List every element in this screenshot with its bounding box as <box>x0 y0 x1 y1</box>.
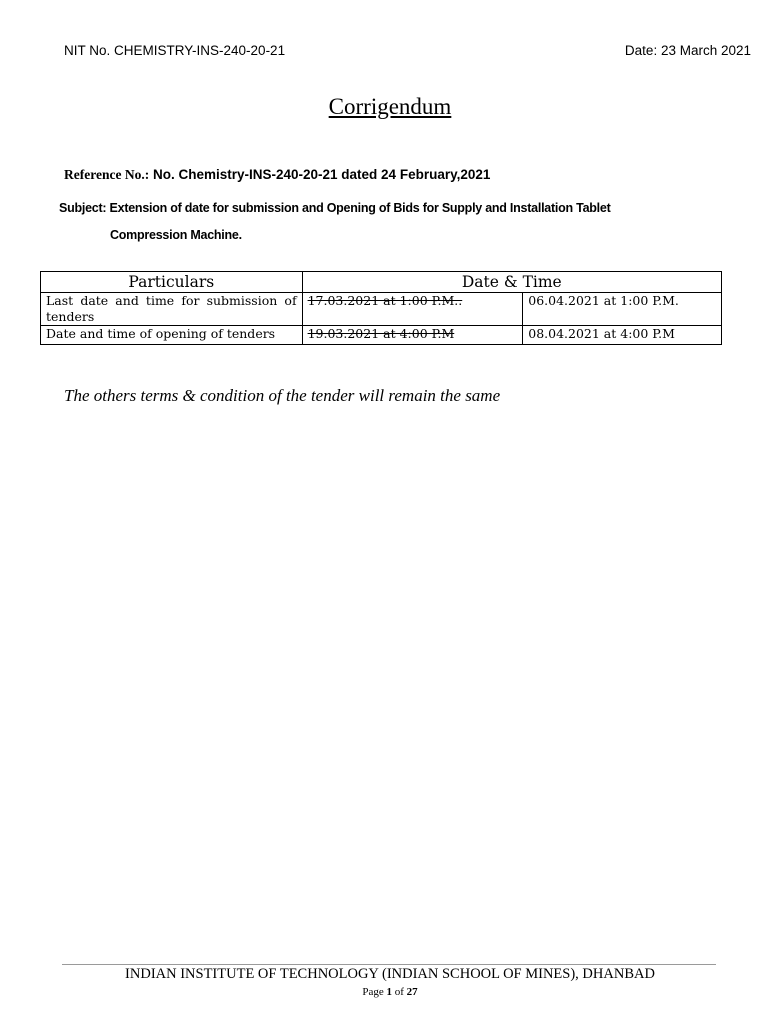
subject-line-1: Subject: Extension of date for submission and Opening of Bids for Supply and Installation Tablet <box>59 201 611 215</box>
old-date-struck: 17.03.2021 at 1:00 P.M.. <box>302 293 523 326</box>
new-date: 06.04.2021 at 1:00 P.M. <box>523 293 722 326</box>
table-row <box>41 326 722 345</box>
row-particular: Last date and time for submission of tenders <box>41 293 303 326</box>
page-of: of <box>394 986 404 998</box>
schedule-table <box>40 271 722 345</box>
row-particular: Date and time of opening of tenders <box>41 326 303 345</box>
footer-divider <box>62 964 716 965</box>
new-date: 08.04.2021 at 4:00 P.M <box>523 326 722 345</box>
terms-note: The others terms & condition of the tender will remain the same <box>64 386 501 405</box>
header-date-time: Date & Time <box>302 272 721 293</box>
reference-line <box>64 167 490 183</box>
header-particulars: Particulars <box>41 272 303 293</box>
table-row <box>41 293 722 326</box>
table-header-row <box>41 272 722 293</box>
subject-line-2: Compression Machine. <box>110 228 242 242</box>
page-title: Corrigendum <box>328 94 452 119</box>
reference-text: No. Chemistry-INS-240-20-21 dated 24 February,2021 <box>152 167 491 182</box>
reference-label: Reference No.: <box>64 167 150 182</box>
page-label: Page <box>362 986 384 998</box>
page-current: 1 <box>386 986 392 998</box>
old-date-struck: 19.03.2021 at 4:00 P.M <box>302 326 523 345</box>
institute-name: INDIAN INSTITUTE OF TECHNOLOGY (INDIAN SCHOOL OF MINES), DHANBAD <box>125 966 655 982</box>
nit-number: NIT No. CHEMISTRY-INS-240-20-21 <box>64 43 286 58</box>
page-total: 27 <box>406 986 418 998</box>
document-date: Date: 23 March 2021 <box>624 43 751 58</box>
page-number <box>0 986 770 998</box>
